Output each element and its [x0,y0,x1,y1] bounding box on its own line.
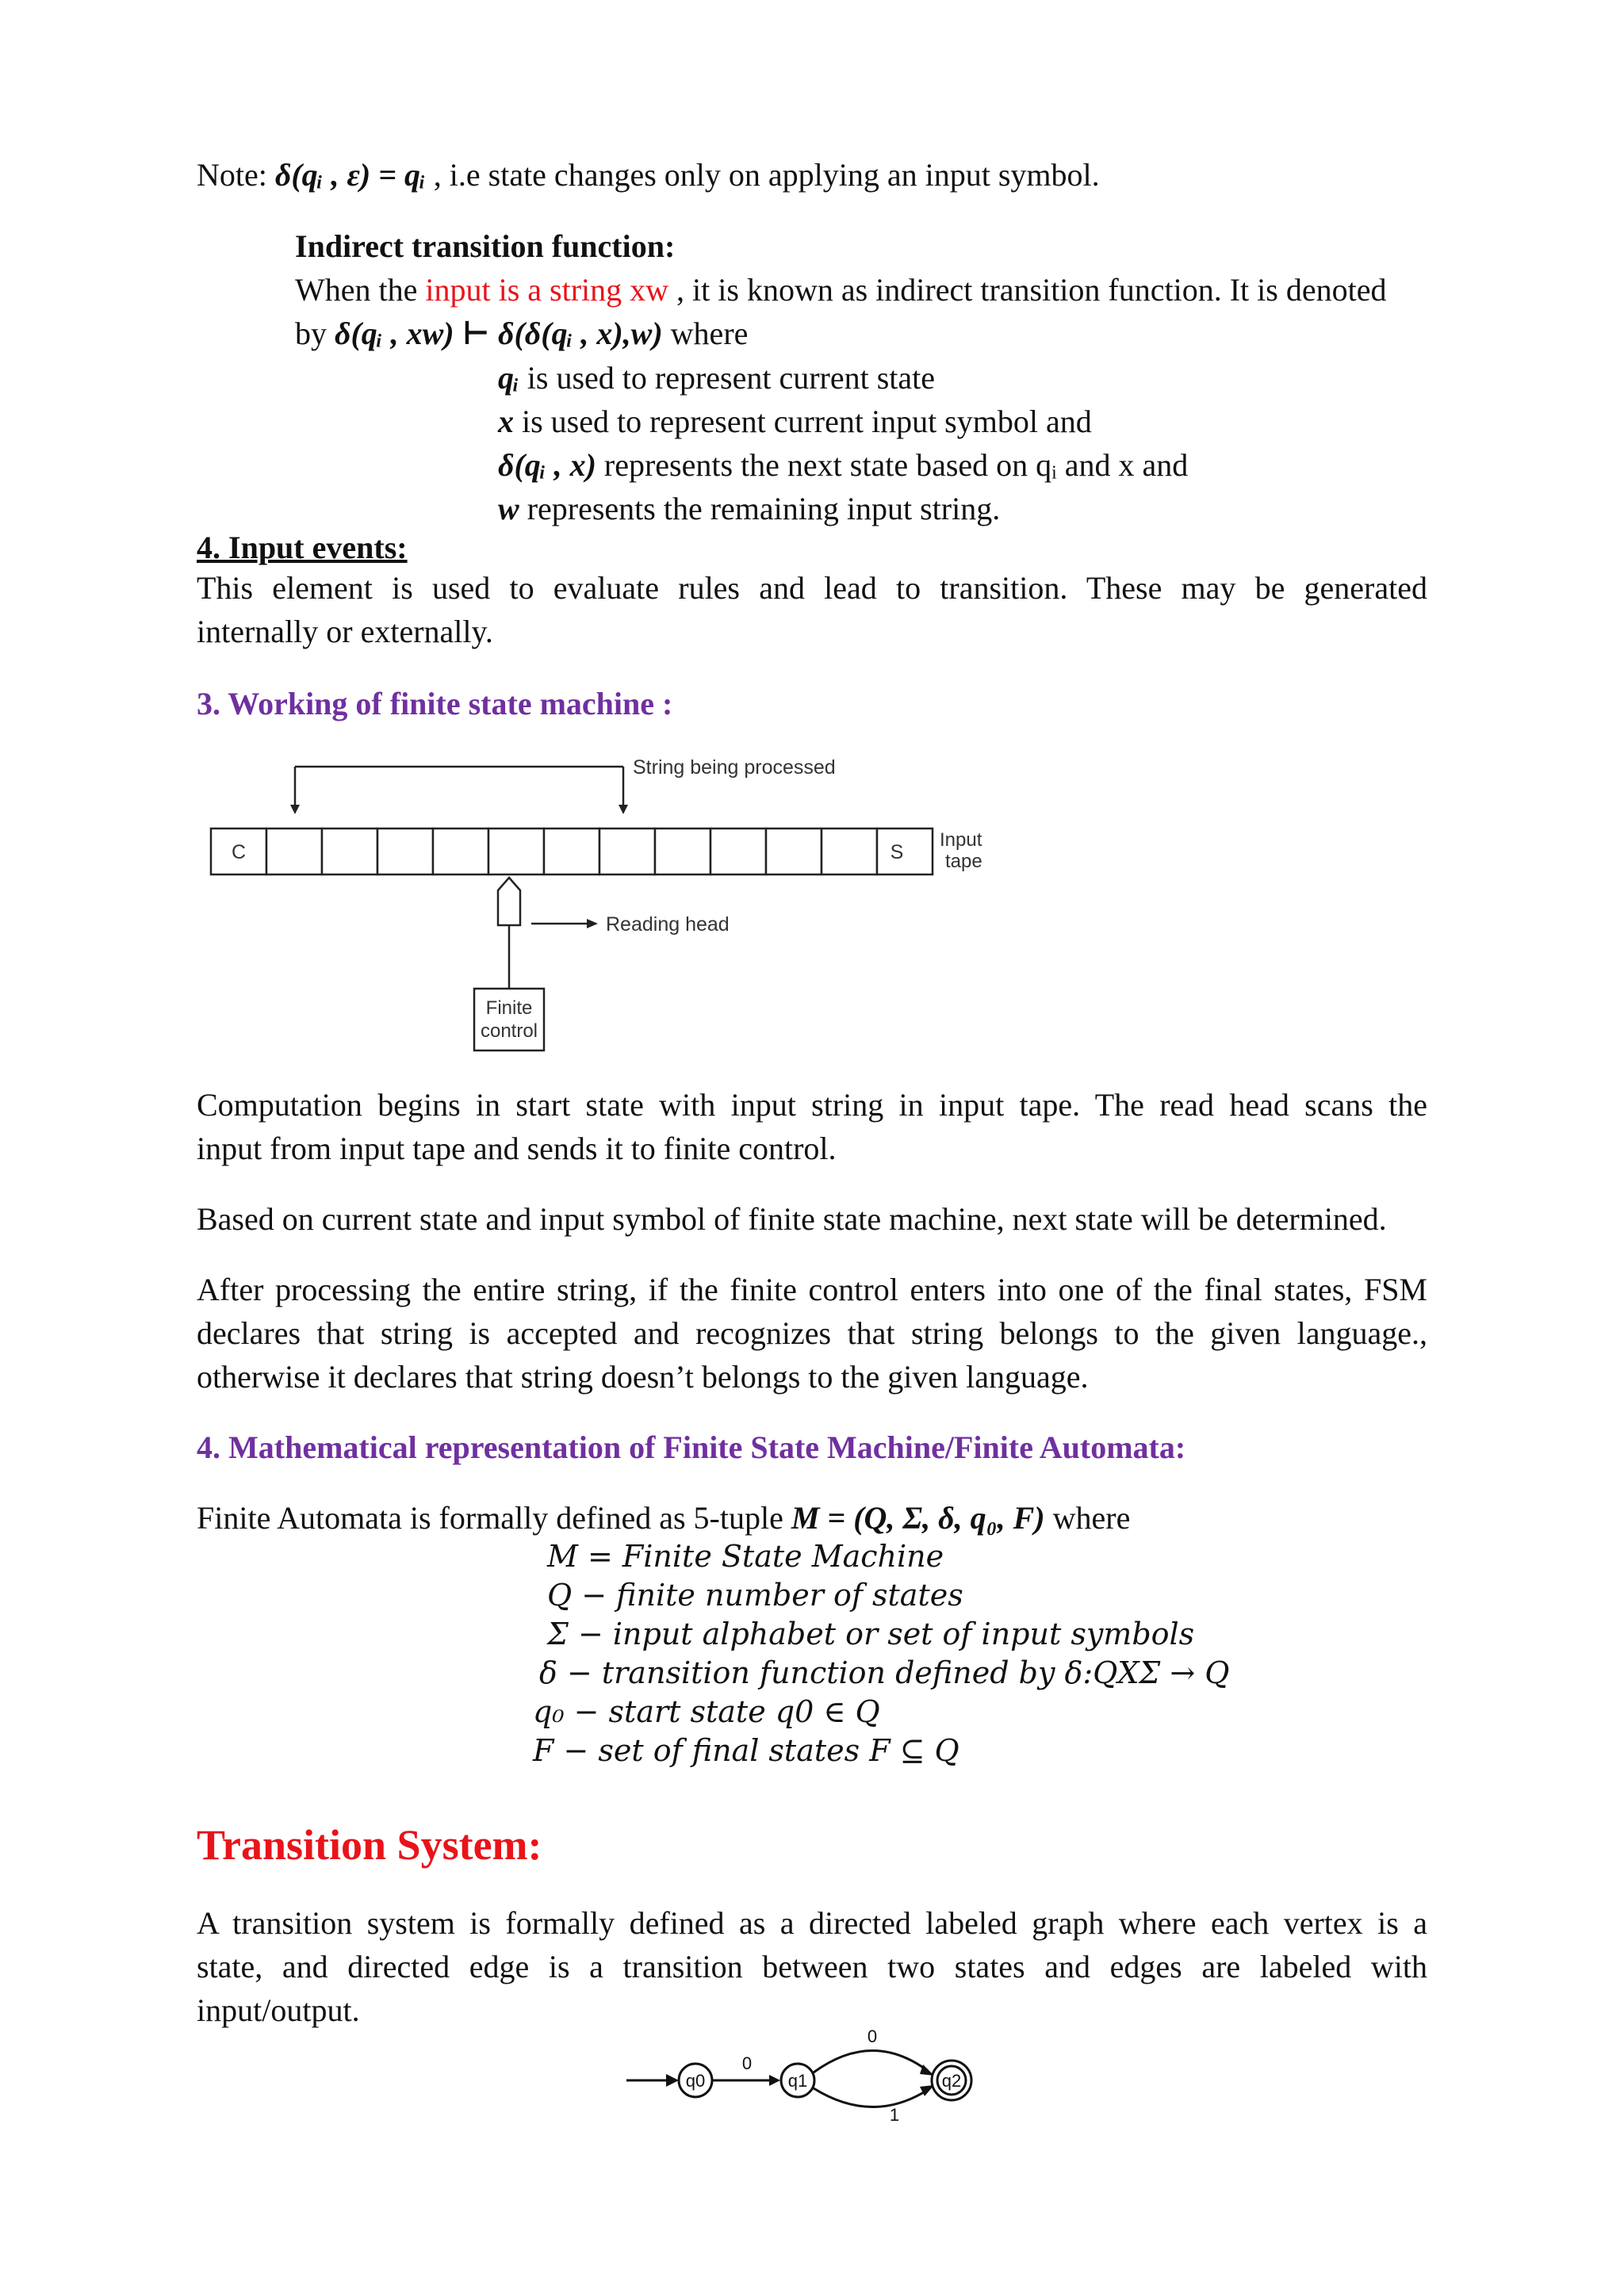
def-line-1 [498,400,1092,443]
def-symbol: qᵢ [498,360,519,396]
transition-system-heading: Transition System: [197,1821,542,1869]
transition-para-line2: state, and directed edge is a transition between two states and edges are labeled with [197,1949,1427,1984]
note-prefix: Note: [197,157,275,193]
working-para1-line2: input from input tape and sends it to finite control. [197,1131,837,1166]
start-arrow [666,2074,679,2087]
math-rep-intro-text: Finite Automata is formally defined as 5-tuple [197,1500,791,1536]
def-text: is used to represent current input symbol and [514,404,1092,439]
def-text: represents the remaining input string. [519,491,1001,526]
transition-para-line3: input/output. [197,1992,360,2028]
def-line-0 [498,356,935,400]
indirect-line1-b: , it is known as indirect transition function. It is denoted [668,272,1387,308]
def-line-3 [498,487,1000,530]
indirect-line2-b: where [662,316,749,351]
transition-para-line1: A transition system is formally defined as a directed labeled graph where each vertex is a [197,1905,1427,1941]
tape-cell-last: S [890,841,904,863]
state-q2-label: q2 [941,2071,962,2091]
edge-q1-q2-top [814,2050,928,2072]
working-para1-line1: Computation begins in start state with input string in input tape. The read head scans the [197,1087,1427,1123]
def-line-2 [498,443,1188,487]
math-line-4: q₀ − start state q0 ∈ Q [533,1694,880,1729]
working-para3-line1: After processing the entire string, if the finite control enters into one of the final states, FSM [197,1272,1427,1307]
edge-top-label: 0 [867,2026,878,2046]
label-string-processed: String being processed [633,756,836,779]
math-line-2: Σ − input alphabet or set of input symbols [547,1617,1195,1651]
label-input: Input [940,829,982,851]
reading-head-arrow [587,919,598,928]
math-line-5: F − set of final states F ⊆ Q [533,1733,959,1768]
indirect-line2-a: by [295,316,335,351]
label-control: control [480,1020,538,1042]
input-events-para-line2: internally or externally. [197,614,493,649]
math-line-3: δ − transition function defined by δ:QXΣ → Q [539,1655,1230,1690]
math-rep-intro-end: where [1044,1500,1131,1536]
def-symbol: w [498,491,519,526]
working-heading: 3. Working of finite state machine : [197,686,673,721]
math-line-0: M = Finite State Machine [547,1539,944,1574]
indirect-line2-formula: δ(qᵢ , xw) ⊢ δ(δ(qᵢ , x),w) [335,316,663,351]
state-q0-label: q0 [685,2071,706,2091]
note-text: , i.e state changes only on applying an input symbol. [425,157,1100,193]
edge-q1-q2-bottom [814,2088,928,2107]
input-events-heading: 4. Input events: [197,530,408,565]
transition-graph [619,2022,1015,2125]
indirect-line-2 [295,312,748,355]
def-text: is used to represent current state [519,360,936,396]
state-q1-label: q1 [787,2071,808,2091]
working-para2: Based on current state and input symbol of finite state machine, next state will be determined. [197,1201,1387,1237]
edge-q0-q1-arrow [769,2075,780,2086]
working-para3-line2: declares that string is accepted and recognizes that string belongs to the given language., [197,1315,1427,1351]
indirect-line1-a: When the [295,272,426,308]
bracket-arrow-right [619,805,628,814]
label-finite: Finite [485,997,533,1019]
input-events-para-line1: This element is used to evaluate rules and lead to transition. These may be generated [197,570,1427,606]
input-tape [211,828,933,874]
def-text: represents the next state based on qᵢ and x and [596,447,1189,483]
def-symbol: x [498,404,514,439]
def-symbol: δ(qᵢ , x) [498,447,596,483]
string-bracket [295,767,623,805]
fsm-tape-diagram [198,749,1031,1062]
note-formula: δ(qᵢ , ε) = qᵢ [274,157,426,193]
indirect-heading: Indirect transition function: [295,228,676,264]
tape-cell-first: C [231,841,247,863]
indirect-line-1 [295,268,1386,312]
indirect-line1-red: input is a string xw [425,272,669,308]
edge-q0-q1-label: 0 [741,2053,753,2073]
bracket-arrow-left [290,805,300,814]
label-tape: tape [945,851,982,872]
note-line [197,153,1100,197]
math-rep-tuple: M = (Q, Σ, δ, q₀, F) [791,1500,1045,1536]
reading-head [498,878,520,925]
working-para3-line3: otherwise it declares that string doesn’t belongs to the given language. [197,1359,1089,1395]
math-rep-heading: 4. Mathematical representation of Finite State Machine/Finite Automata: [197,1429,1186,1465]
edge-bottom-label: 1 [889,2105,900,2125]
label-reading-head: Reading head [606,913,730,936]
math-line-1: Q − finite number of states [547,1578,963,1613]
math-rep-intro [197,1496,1130,1540]
